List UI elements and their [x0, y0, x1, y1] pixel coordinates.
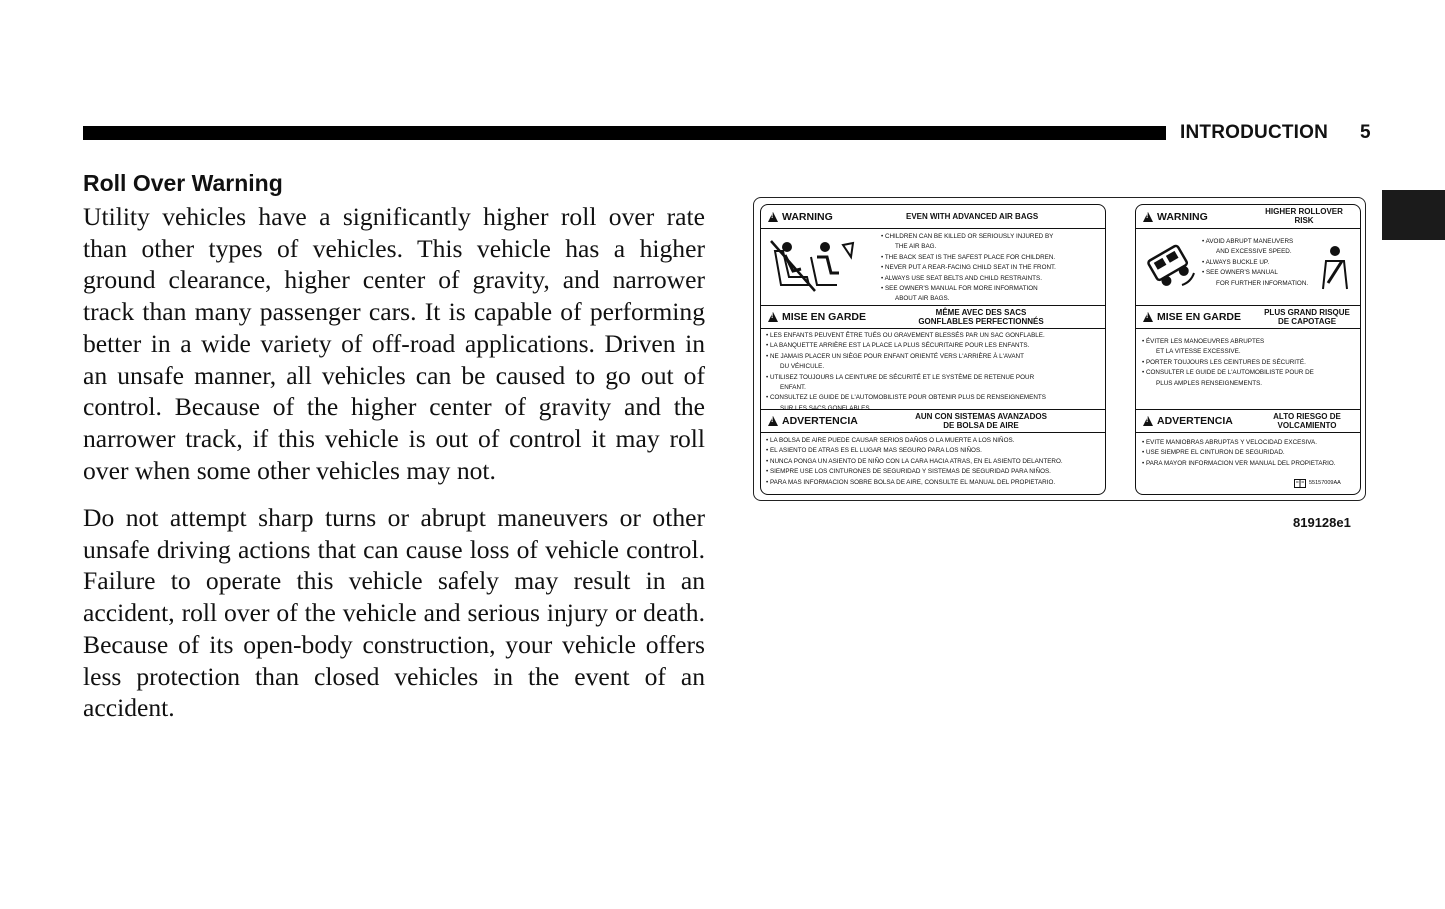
subheading: AUN CON SISTEMAS AVANZADOS DE BOLSA DE AIRE [915, 412, 1047, 430]
rollover-mise-list: • ÉVITER LES MANOEUVRES ABRUPTES ET LA VITESSE EXCESSIVE. • PORTER TOUJOURS LES CEINTURES DE SÉCURITÉ. • CONSULTER LE GUIDE DE L'AUTOMOBILISTE POUR DE PLUS AMPLES RENSEIGNEMENTS. [1142, 338, 1314, 387]
signal-word: ! WARNING [761, 211, 833, 223]
warning-triangle-icon [768, 312, 778, 322]
body-paragraph: Do not attempt sharp turns or abrupt maneuvers or other unsafe driving actions that can cause loss of vehicle control. Failure to operate this vehicle safely may result in an accident, roll over of the vehicle and serious injury or death. Because of its open-body construction, your vehicle offers less protection than closed vehicles in the event of an accident. [83, 503, 705, 723]
manual-book-icon [1294, 479, 1306, 488]
warning-triangle-icon [768, 416, 778, 426]
body-paragraph: Utility vehicles have a significantly higher roll over rate than other types of vehicles. This vehicle has a higher ground clearance, higher center of gravity, and narrower track than many passenger cars. It is capable of performing better in a wide variety of off-road applications. Driven in an unsafe manner, all vehicles can be caused to go out of control. Because of the higher center of gravity and the narrower track, if this vehicle is out of control it may roll over when some other vehicles may not. [83, 202, 705, 485]
warning-label-figure [753, 197, 1366, 501]
warning-triangle-icon [1143, 212, 1153, 222]
rollover-advertencia-list: • EVITE MANIOBRAS ABRUPTAS Y VELOCIDAD EXCESIVA. • USE SIEMPRE EL CINTURON DE SEGURIDAD. • PARA MAYOR INFORMACION VER MANUAL DEL PROPIETARIO. [1142, 439, 1336, 467]
mise-en-garde-list: • LES ENFANTS PEUVENT ÊTRE TUÉS OU GRAVEMENT BLESSÉS PAR UN SAC GONFLABLE. • LA BANQUETTE ARRIÈRE EST LA PLACE LA PLUS SÉCURITAIRE POUR LES ENFANTS. • NE JAMAIS PLACER UN SIÈGE POUR ENFANT ORIENTÉ VERS L'ARRIÈRE À L'AVANT DU VÉHICULE. • UTILISEZ TOUJOURS LA CEINTURE DE SÉCURITÉ ET LE SYSTÈME DE RETENUE POUR ENFANT. • CONSULTEZ LE GUIDE DE L'AUTOMOBILISTE POUR OBTENIR PLUS DE RENSEIGNEMENTS SUR LES SACS GONFLABLES. [766, 332, 1046, 412]
page-number: 5 [1360, 122, 1371, 143]
figure-id: 819128e1 [1293, 515, 1351, 530]
warning-list: • CHILDREN CAN BE KILLED OR SERIOUSLY INJURED BY THE AIR BAG. • THE BACK SEAT IS THE SAFEST PLACE FOR CHILDREN. • NEVER PUT A REAR-FACING CHILD SEAT IN THE FRONT. • ALWAYS USE SEAT BELTS AND CHILD RESTRAINTS. • SEE OWNER'S MANUAL FOR MORE INFORMATION ABOUT AIR BAGS. [881, 233, 1056, 303]
running-header-title: INTRODUCTION [1180, 122, 1329, 143]
mise-en-garde-header [761, 305, 1105, 329]
subheading: ALTO RIESGO DE VOLCAMIENTO [1273, 412, 1341, 430]
rollover-warning-list: • AVOID ABRUPT MANEUVERS AND EXCESSIVE SPEED. • ALWAYS BUCKLE UP. • SEE OWNER'S MANUAL FOR FURTHER INFORMATION. [1202, 238, 1309, 287]
advertencia-header [1136, 409, 1360, 433]
advertencia-header [761, 409, 1105, 433]
child-seat-airbag-icon [767, 237, 855, 295]
part-code: 55157009AA [1309, 480, 1341, 486]
warning-header [761, 205, 1105, 229]
mise-en-garde-header [1136, 305, 1360, 329]
section-heading: Roll Over Warning [83, 170, 283, 196]
airbag-warning-panel [760, 204, 1106, 495]
warning-triangle-icon [768, 212, 778, 222]
warning-header [1136, 205, 1360, 229]
signal-word: ! ADVERTENCIA [1136, 415, 1233, 427]
signal-word: ! MISE EN GARDE [761, 311, 866, 323]
subheading: PLUS GRAND RISQUE DE CAPOTAGE [1264, 308, 1350, 326]
rollover-warning-panel [1135, 204, 1361, 495]
signal-word: ! WARNING [1136, 211, 1208, 223]
seat-belt-icon [1318, 245, 1352, 291]
signal-word: ! ADVERTENCIA [761, 415, 858, 427]
warning-triangle-icon [1143, 312, 1153, 322]
subheading: EVEN WITH ADVANCED AIR BAGS [906, 212, 1039, 221]
header-rule [83, 126, 1166, 140]
subheading: MÊME AVEC DES SACS GONFLABLES PERFECTIONNÉS [918, 308, 1044, 326]
advertencia-list: • LA BOLSA DE AIRE PUEDE CAUSAR SERIOS DAÑOS O LA MUERTE A LOS NIÑOS. • EL ASIENTO DE ATRAS ES EL LUGAR MAS SEGURO PARA LOS NIÑOS. • NUNCA PONGA UN ASIENTO DE NIÑO CON LA CARA HACIA ATRAS, EN EL ASIENTO DELANTERO. • SIEMPRE USE LOS CINTURONES DE SEGURIDAD Y SISTEMAS DE SEGURIDAD PARA NIÑOS. • PARA MAS INFORMACION SOBRE BOLSA DE AIRE, CONSULTE EL MANUAL DEL PROPIETARIO. [766, 437, 1063, 486]
rollover-vehicle-icon [1142, 239, 1198, 291]
signal-word: ! MISE EN GARDE [1136, 311, 1241, 323]
chapter-thumb-tab [1382, 190, 1445, 240]
subheading: HIGHER ROLLOVER RISK [1265, 207, 1343, 225]
warning-triangle-icon [1143, 416, 1153, 426]
